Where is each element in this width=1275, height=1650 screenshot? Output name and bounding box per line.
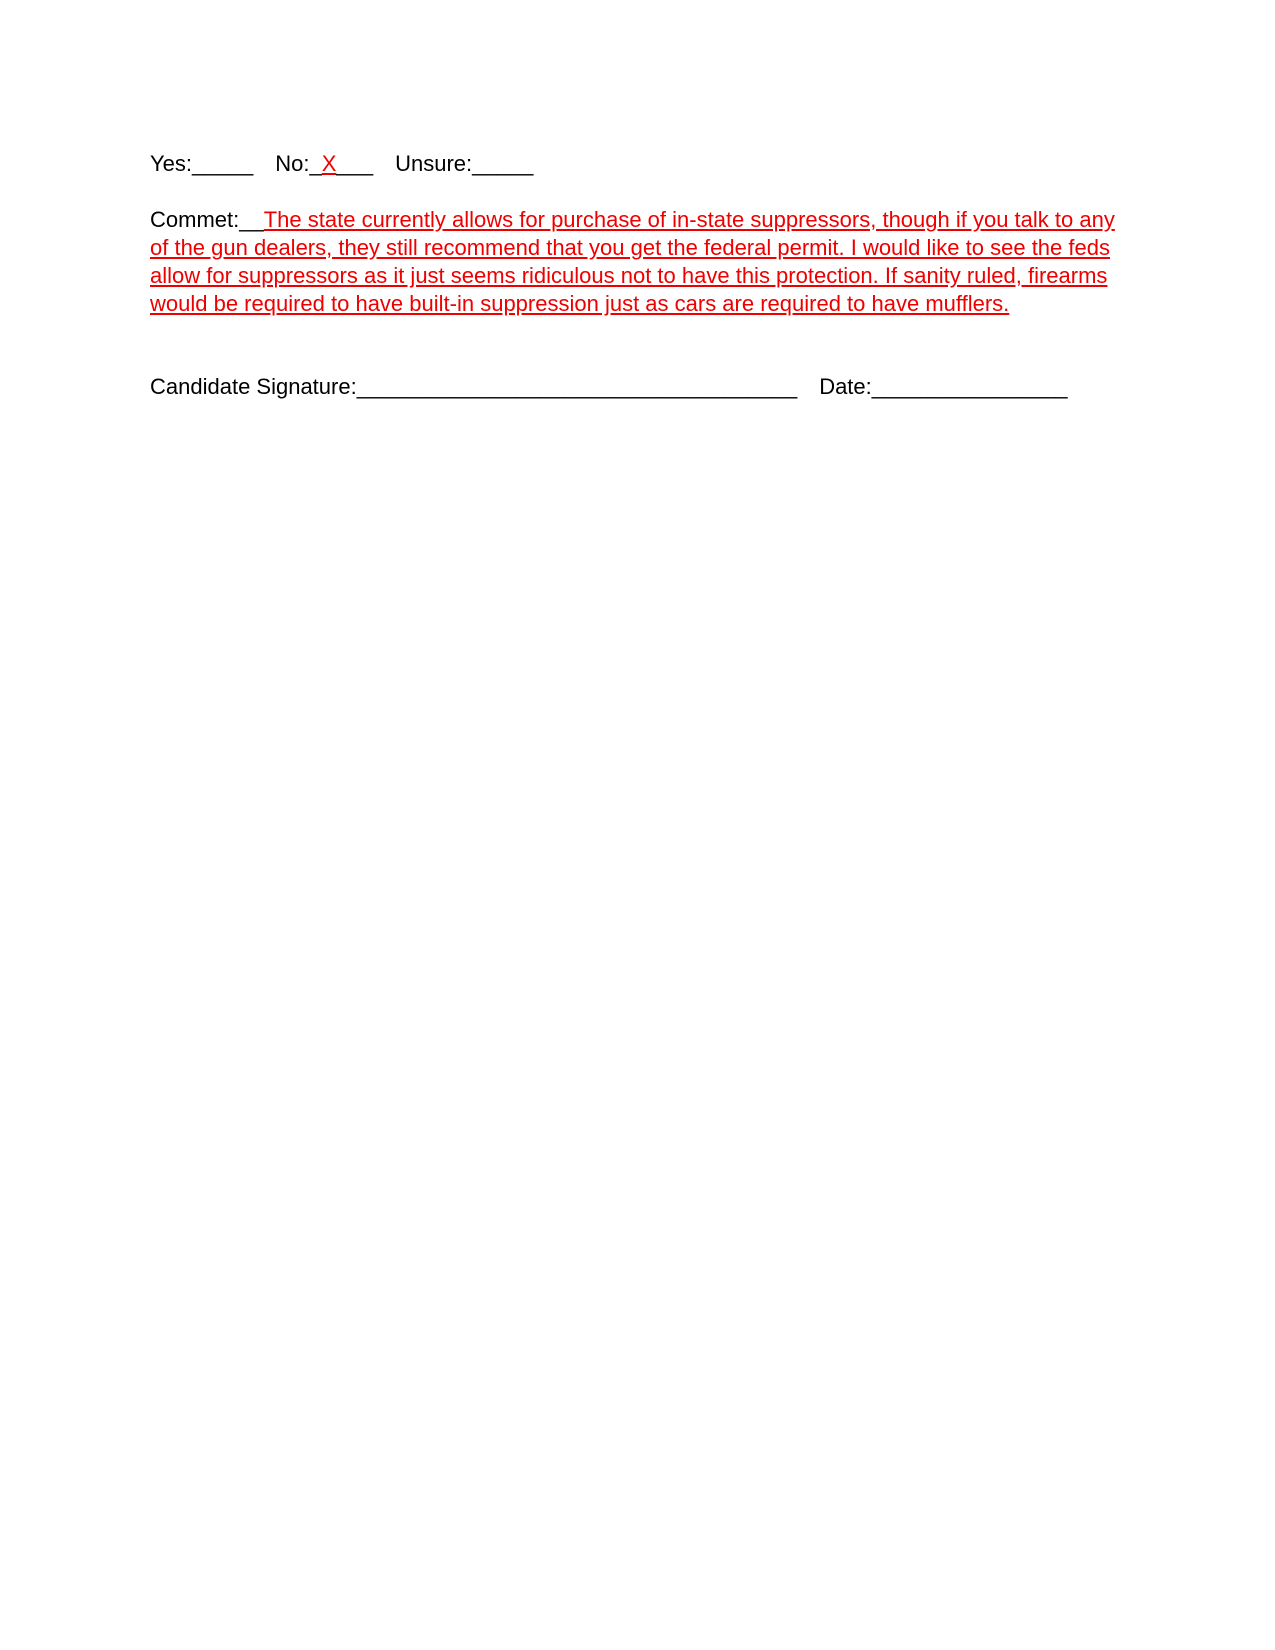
date-blank: ________________ [871, 374, 1068, 399]
comment-text: The state currently allows for purchase of in-state suppressors, though if you talk to any of the gun dealers, they still recommend that you get the federal permit. I would like to see the feds allow for suppressors as it just seems ridiculous not to have this protection. If sanity ruled, firearms would be required to have built-in suppression just as cars are required to have mufflers. [150, 207, 1115, 316]
yes-label: Yes: [150, 151, 193, 176]
unsure-option[interactable] [395, 150, 533, 178]
no-checkmark: X [321, 151, 337, 176]
signature-field[interactable] [150, 374, 797, 399]
no-label: No: [275, 151, 310, 176]
signature-blank: ____________________________________ [356, 374, 798, 399]
comment-lead-blank: __ [239, 207, 264, 232]
signature-row [150, 373, 1068, 401]
unsure-blank: _____ [472, 151, 534, 176]
yes-option[interactable] [150, 150, 253, 178]
comment-label: Commet: [150, 207, 240, 232]
date-field[interactable] [819, 374, 1067, 399]
no-blank-post: ___ [336, 151, 374, 176]
no-blank-pre: _ [309, 151, 322, 176]
comment-field[interactable] [150, 206, 1135, 318]
answer-row [150, 150, 533, 178]
date-label: Date: [819, 374, 872, 399]
no-option[interactable] [275, 150, 373, 178]
yes-blank: _____ [192, 151, 254, 176]
unsure-label: Unsure: [395, 151, 473, 176]
signature-label: Candidate Signature: [150, 374, 357, 399]
